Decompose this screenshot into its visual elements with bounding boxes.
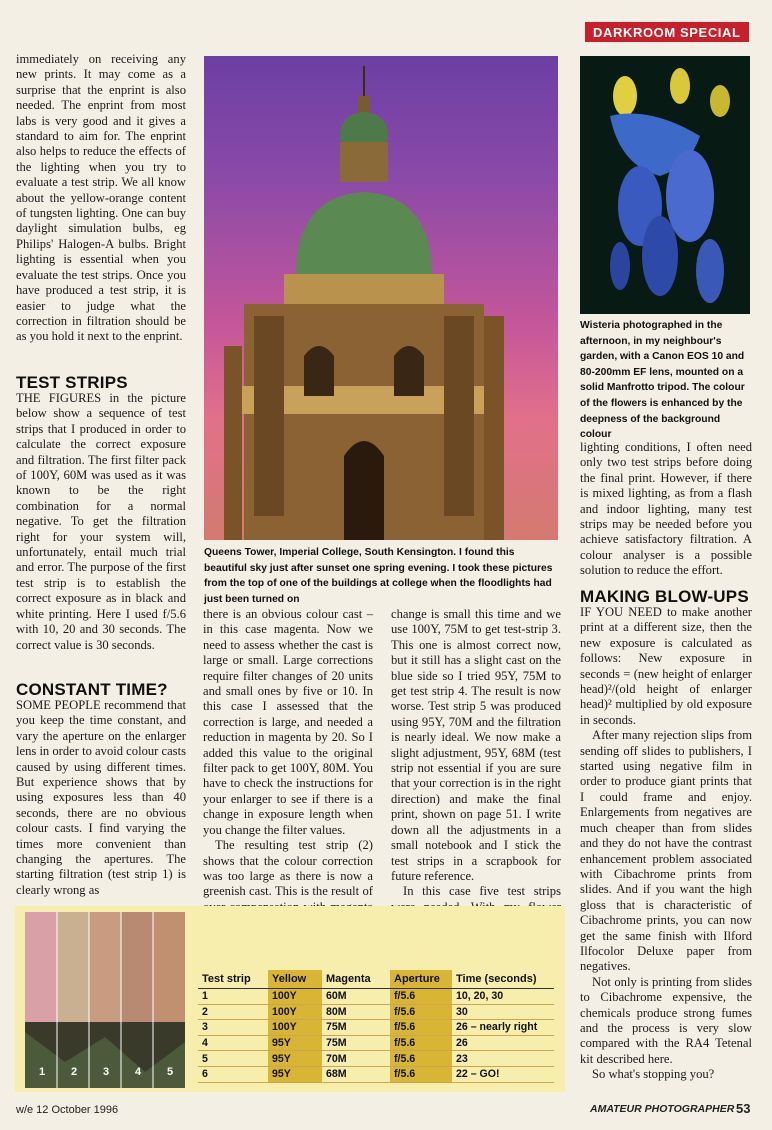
- tower-illustration: [204, 56, 558, 540]
- strip-number-3: 3: [103, 1066, 110, 1078]
- intro-paragraph: immediately on receiving any new prints. It may come as a surprise that the enprint is also needed. The enprint from most labs is very good and it gives a standard to aim for. The enprint also helps to reduce the effects of the lighting when you try to evaluate a test strip. We all know about the yellow-orange content of tungsten lighting. One can buy daylight simulation bulbs, eg Philips' Halogen-A bulbs. Bright lighting is essential when you evaluate the test strips. Once you have produced a test strip, it is easier to judge what the correction in filtration should be as you hold it next to the enprint.: [16, 52, 186, 344]
- table-row: [198, 1035, 554, 1051]
- cell-aperture: f/5.6: [390, 989, 452, 1005]
- cell-yellow: 95Y: [268, 1051, 322, 1067]
- table-row: [198, 989, 554, 1005]
- cell-magenta: 80M: [322, 1004, 390, 1020]
- cell-magenta: 68M: [322, 1066, 390, 1082]
- table-row: [198, 1051, 554, 1067]
- table-row: [198, 1004, 554, 1020]
- cell-time: 30: [452, 1004, 554, 1020]
- test-strip-photo: [25, 912, 185, 1088]
- cell-time: 26: [452, 1035, 554, 1051]
- blow-ups-lead: IF YOU NEED: [580, 605, 662, 619]
- cell-time: 22 – GO!: [452, 1066, 554, 1082]
- wisteria-illustration: [580, 56, 750, 314]
- strip-number-4: 4: [135, 1066, 142, 1078]
- cell-yellow: 95Y: [268, 1035, 322, 1051]
- heading-test-strips: TEST STRIPS: [16, 373, 128, 392]
- strip-number-1: 1: [39, 1066, 46, 1078]
- cell-strip: 5: [198, 1051, 268, 1067]
- cell-aperture: f/5.6: [390, 1066, 452, 1082]
- column-2: [203, 607, 373, 946]
- strip-number-5: 5: [167, 1066, 174, 1078]
- wisteria-caption: Wisteria photographed in the afternoon, in my neighbour's garden, with a Canon EOS 10 and 80-200mm EF lens, mounted on a solid Manfrotto tripod. The colour of the flowers is enhanced by the deepness of the background colour: [580, 320, 745, 441]
- heading-making-blow-ups: MAKING BLOW-UPS: [580, 587, 749, 606]
- strip-number-2: 2: [71, 1066, 78, 1078]
- header-time: Time (seconds): [452, 970, 554, 989]
- column-2-paragraph-1: there is an obvious colour cast – in this case magenta. Now we need to assess whether the cast is large or small. Large corrections require filter changes of 20 units and small ones by five or 10. In this case I assessed that the correction is large, and needed a reduction in magenta by 20. So I added this value to the original filter pack to get 100Y, 80M. You have to check the instructions for your enlarger to see if there is a change in exposure length when you change the filter values.: [203, 607, 373, 837]
- column-4-top: [580, 440, 752, 579]
- tower-caption: Queens Tower, Imperial College, South Kensington. I found this beautiful sky just after sunset one spring evening. I took these pictures from the top of one of the buildings at college when the floodlights had just been turned on: [204, 547, 553, 605]
- column-4-paragraph-1: lighting conditions, I often need only two test strips before doing the final print. However, if there is mixed lighting, as from a flash and indoor lighting, many test strips may be needed before you achieve satisfactory filtration. A colour analyser is a possible solution to reduce the effort.: [580, 440, 752, 578]
- cell-time: 23: [452, 1051, 554, 1067]
- blow-ups-paragraph: to make another print at a different size, then the new exposure is calculated as follows: New exposure in seconds = (new height of enlarger head)²/(old height of enlarger head)² multiplied by old exposure in seconds.: [580, 605, 753, 727]
- cell-magenta: 70M: [322, 1051, 390, 1067]
- header-yellow: Yellow: [268, 970, 322, 989]
- cell-aperture: f/5.6: [390, 1035, 452, 1051]
- tower-photo: [204, 56, 558, 540]
- footer-date: w/e 12 October 1996: [16, 1104, 119, 1116]
- test-strips-lead: THE FIGURES: [16, 391, 102, 405]
- constant-time-lead: SOME PEOPLE: [16, 698, 101, 712]
- test-strips-paragraph: in the picture below show a sequence of test strips that I produced in order to calculate the correct exposure and filtration. The first filter pack of 100Y, 60M was used as it was known to be the right combination for a normal negative. To get the filtration right for your system will, unfortunately, entail much trial and error. The purpose of the first test strip is to establish the correct exposure as in black and white printing. Here I used f/5.6 with 10, 20 and 30 seconds. The correct value is 30 seconds.: [16, 391, 186, 652]
- cell-aperture: f/5.6: [390, 1020, 452, 1036]
- section-tag: DARKROOM SPECIAL: [585, 22, 749, 42]
- cell-yellow: 100Y: [268, 1004, 322, 1020]
- cell-strip: 4: [198, 1035, 268, 1051]
- cell-strip: 6: [198, 1066, 268, 1082]
- cell-strip: 3: [198, 1020, 268, 1036]
- table-row: [198, 1066, 554, 1082]
- column-1-intro: [16, 52, 186, 345]
- column-3: [391, 607, 561, 946]
- header-magenta: Magenta: [322, 970, 390, 989]
- cell-yellow: 100Y: [268, 989, 322, 1005]
- cell-strip: 1: [198, 989, 268, 1005]
- cell-time: 10, 20, 30: [452, 989, 554, 1005]
- column-4-paragraph-5: So what's stopping you?: [592, 1067, 715, 1082]
- column-3-paragraph-2: In this case five test strips: [403, 884, 561, 899]
- header-aperture: Aperture: [390, 970, 452, 989]
- column-1-test-strips: [16, 391, 186, 653]
- cell-yellow: 95Y: [268, 1066, 322, 1082]
- cell-strip: 2: [198, 1004, 268, 1020]
- test-strip-illustration: [25, 912, 185, 1088]
- cell-aperture: f/5.6: [390, 1004, 452, 1020]
- cell-magenta: 75M: [322, 1035, 390, 1051]
- constant-time-paragraph: recommend that you keep the time constant, and vary the aperture on the enlarger lens in order to avoid colour casts caused by using different times. But experience shows that by using exposures less than 40 seconds, there are no obvious colour casts. I find varying the times more convenient than changing the apertures. The starting filtration (test strip 1) is clearly wrong as: [16, 698, 186, 897]
- table-row: [198, 1020, 554, 1036]
- footer-page-number: 53: [736, 1101, 751, 1116]
- cell-magenta: 75M: [322, 1020, 390, 1036]
- column-1-constant-time: [16, 698, 186, 898]
- wisteria-photo: [580, 56, 750, 314]
- cell-magenta: 60M: [322, 989, 390, 1005]
- column-4-paragraph-3: After many rejection slips from sending off slides to publishers, I started using negative film in order to produce giant prints that I could frame and enjoy. Enlargements from negatives are much cheaper than from slides and they do not have the contrast enhancement problem associated with Cibachrome prints from slides. And if you want the high gloss that is characteristic of Cibachrome prints, you can now get the same finish with Ilford Ilfocolor Deluxe paper from negatives.: [580, 728, 752, 974]
- column-4-paragraph-4: Not only is printing from slides to Cibachrome expensive, the chemicals produce strong fumes and the process is very slow compared with the RA4 Tetenal kit described here.: [580, 974, 752, 1066]
- header-test-strip: Test strip: [198, 970, 268, 989]
- table-header-row: [198, 970, 554, 989]
- column-3-paragraph-1: change is small this time and we use 100Y, 75M to get test-strip 3. This one is almost correct now, but it still has a slight cast on the blue side so I tried 95Y, 75M to get test strip 4. The result is now worse. Test strip 5 was produced using 95Y, 70M and the filtration is nearly ideal. We now make a slight adjustment, 95Y, 68M (test strip not essential if you are sure that your correction is in the right direction) and make the final print, shown on page 51. I write down all the adjustments in a small notebook and I stick the test strips in a scrapbook for future reference.: [391, 607, 561, 883]
- cell-yellow: 100Y: [268, 1020, 322, 1036]
- footer-magazine: AMATEUR PHOTOGRAPHER: [590, 1103, 735, 1115]
- column-2-paragraph-2: The resulting test strip (2) shows that the colour correction was too large as there is now a greenish cast. This is the result of: [203, 838, 373, 899]
- filtration-table: [198, 970, 554, 1083]
- cell-aperture: f/5.6: [390, 1051, 452, 1067]
- cell-time: 26 – nearly right: [452, 1020, 554, 1036]
- heading-constant-time: CONSTANT TIME?: [16, 680, 168, 699]
- column-4-blow-ups: [580, 605, 752, 1083]
